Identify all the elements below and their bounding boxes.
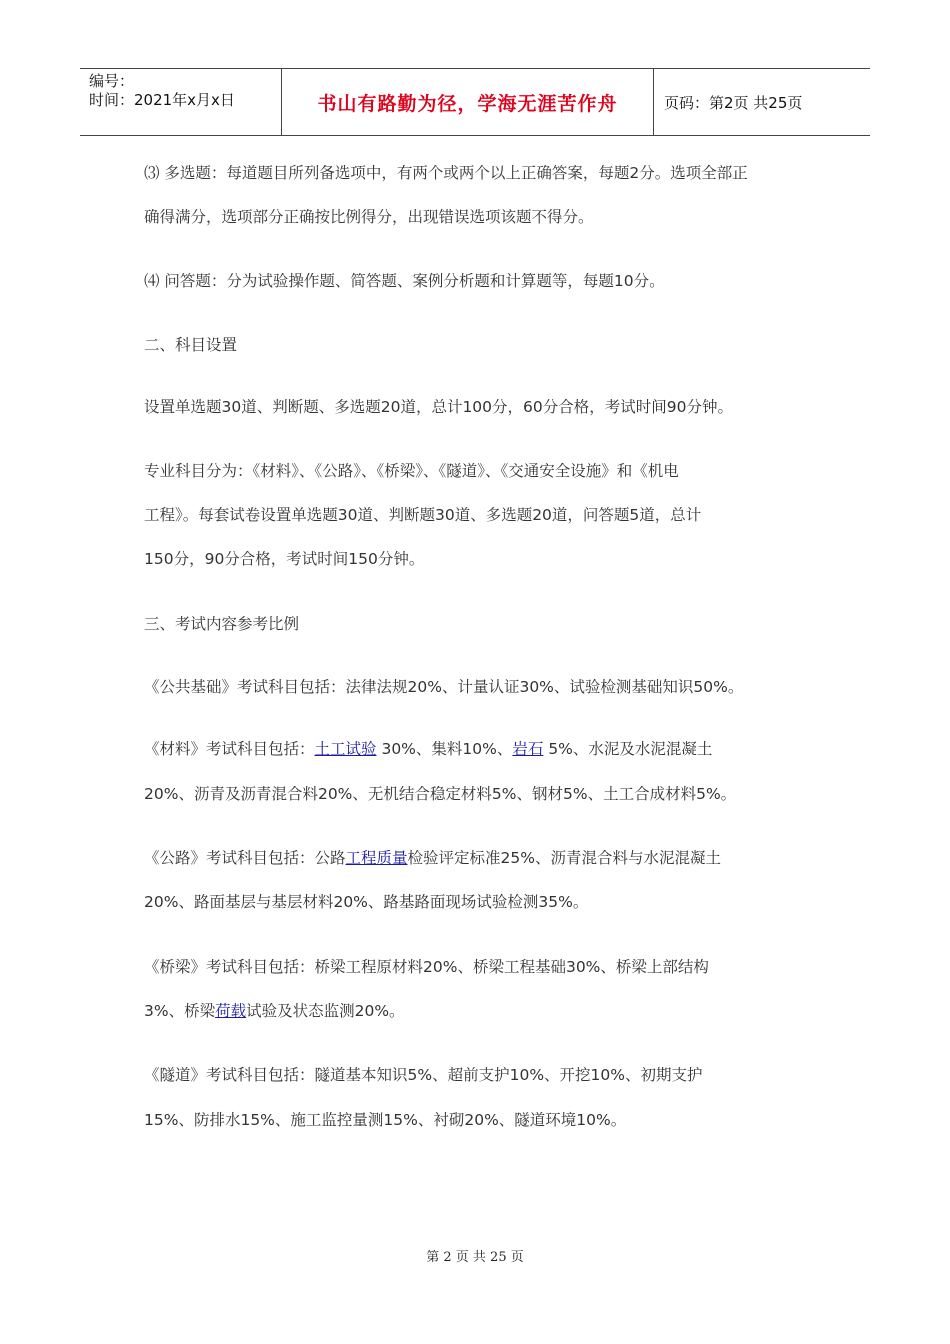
paragraph-line — [144, 205, 594, 227]
header-page-info-cell — [654, 69, 870, 135]
line-text: 专业科目分为：《材料》、《公路》、《桥梁》、《隧道》、《交通安全设施》和《机电 — [144, 462, 679, 480]
paragraph-line — [144, 737, 712, 759]
line-text: 15%、防排水15%、施工监控量测15%、衬砌20%、隧道环境10%。 — [144, 1111, 627, 1129]
page-info: 页码：第2页 共25页 — [664, 93, 803, 112]
line-text: 三、考试内容参考比例 — [144, 615, 300, 633]
line-text: 二、科目设置 — [144, 336, 238, 354]
line-text: 工程》。每套试卷设置单选题30道、判断题30道、多选题20道，问答题5道，总计 — [144, 506, 702, 524]
paragraph-line — [144, 547, 424, 569]
line-text: 150分，90分合格，考试时间150分钟。 — [144, 550, 425, 568]
line-text: 20%、沥青及沥青混合料20%、无机结合稳定材料5%、钢材5%、土工合成材料5%。 — [144, 785, 737, 803]
paragraph-line — [144, 999, 405, 1021]
paragraph-line — [144, 269, 665, 291]
page-header — [80, 68, 870, 136]
line-text: 5%、水泥及水泥混凝土 — [543, 740, 713, 758]
line-text: 20%、路面基层与基层材料20%、路基路面现场试验检测35%。 — [144, 893, 589, 911]
paragraph-line — [144, 459, 679, 481]
paragraph-line — [144, 161, 748, 183]
number-label: 编号： — [89, 72, 135, 90]
paragraph-line — [144, 955, 709, 977]
line-text: 试验及状态监测20%。 — [246, 1002, 405, 1020]
line-text: 《桥梁》考试科目包括：桥梁工程原材料20%、桥梁工程基础30%、桥梁上部结构 — [144, 958, 709, 976]
line-text: 设置单选题30道、判断题、多选题20道，总计100分，60分合格，考试时间90分钟。 — [144, 398, 733, 416]
paragraph-line — [144, 846, 721, 868]
line-text: 检验评定标准25%、沥青混合料与水泥混凝土 — [407, 849, 721, 867]
header-motto-cell — [282, 69, 654, 135]
line-text: ⑷ 问答题：分为试验操作题、简答题、案例分析题和计算题等，每题10分。 — [144, 272, 665, 290]
page-footer: 第 2 页 共 25 页 — [426, 1250, 524, 1265]
line-text: 《公路》考试科目包括：公路 — [144, 849, 346, 867]
line-text: 确得满分，选项部分正确按比例得分，出现错误选项该题不得分。 — [144, 208, 594, 226]
paragraph-line — [144, 612, 299, 634]
line-text: 3%、桥梁 — [144, 1002, 216, 1020]
line-text: 《材料》考试科目包括： — [144, 740, 315, 758]
paragraph-line — [144, 333, 237, 355]
inline-link[interactable]: 荷载 — [215, 1002, 247, 1020]
motto-text: 书山有路勤为径，学海无涯苦作舟 — [317, 92, 618, 115]
paragraph-line — [144, 1108, 626, 1130]
paragraph-line — [144, 503, 701, 525]
header-meta — [80, 69, 282, 135]
inline-link[interactable]: 土工试验 — [314, 740, 377, 758]
paragraph-line — [144, 1063, 703, 1085]
paragraph-line — [144, 395, 733, 417]
line-text: 30%、集料10%、 — [376, 740, 513, 758]
date-label: 时间：2021年x月x日 — [89, 91, 235, 109]
line-text: ⑶ 多选题：每道题目所列备选项中，有两个或两个以上正确答案，每题2分。选项全部正 — [144, 164, 748, 182]
inline-link[interactable]: 岩石 — [512, 740, 544, 758]
line-text: 《公共基础》考试科目包括：法律法规20%、计量认证30%、试验检测基础知识50%。 — [144, 678, 744, 696]
paragraph-line — [144, 890, 588, 912]
paragraph-line — [144, 675, 743, 697]
paragraph-line — [144, 782, 736, 804]
inline-link[interactable]: 工程质量 — [345, 849, 408, 867]
line-text: 《隧道》考试科目包括：隧道基本知识5%、超前支护10%、开挖10%、初期支护 — [144, 1066, 703, 1084]
